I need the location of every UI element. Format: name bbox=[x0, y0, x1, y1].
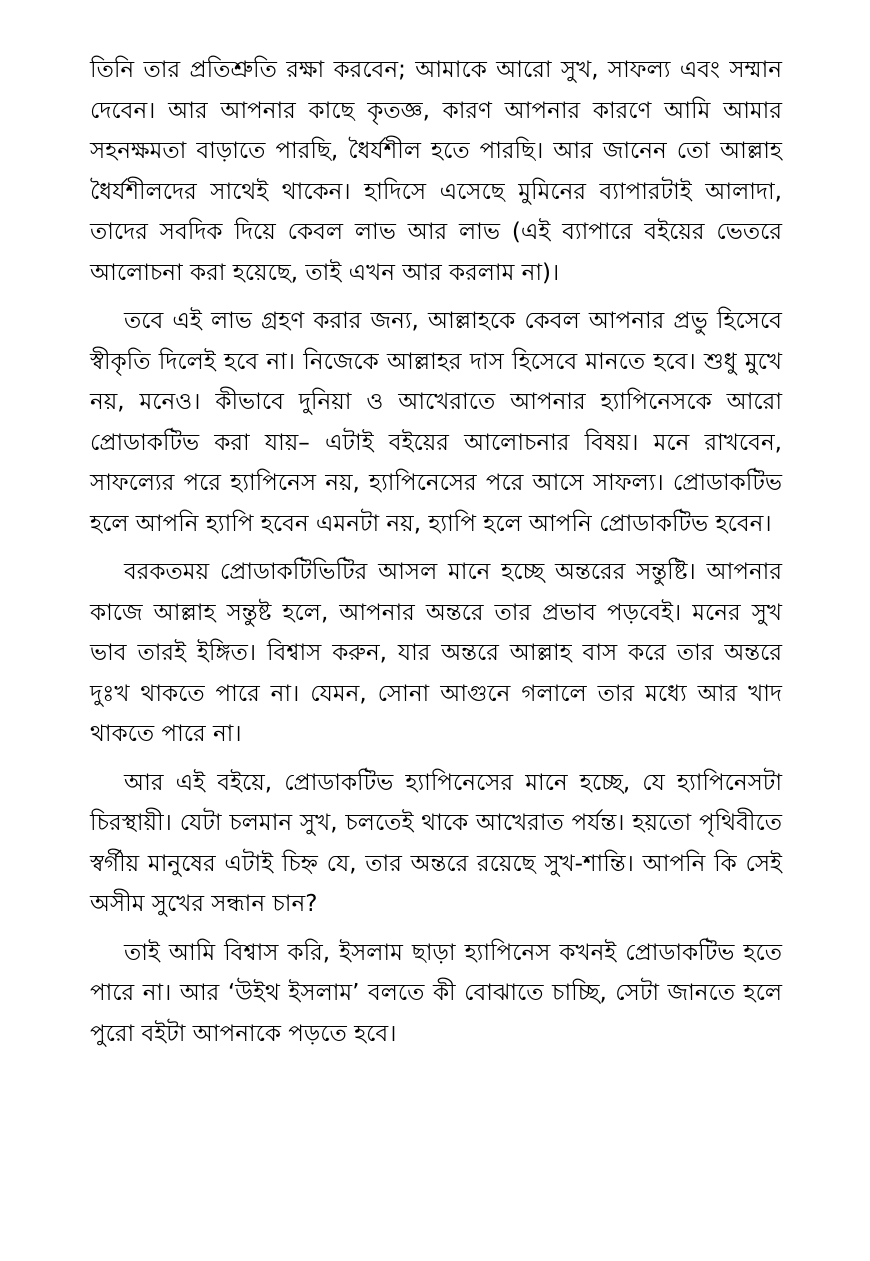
paragraph-1: তিনি তার প্রতিশ্রুতি রক্ষা করবেন; আমাকে আরো সুখ, সাফল্য এবং সম্মান দেবেন। আর আপনার কাছে কৃতজ্ঞ, কারণ আপনার কারণে আমি আমার সহনক্ষমতা বাড়াতে পারছি, ধৈর্যশীল হতে পারছি। আর জানেন তো আল্লাহ ধৈর্যশীলদের সাথেই থাকেন। হাদিসে এসেছে মুমিনের ব্যাপারটাই আলাদা, তাদের সবদিক দিয়ে কেবল লাভ আর লাভ (এই ব্যাপারে বইয়ের ভেতরে আলোচনা করা হয়েছে, তাই এখন আর করলাম না)। bbox=[90, 57, 782, 286]
body-text bbox=[90, 50, 782, 1062]
paragraph-2: তবে এই লাভ গ্রহণ করার জন্য, আল্লাহকে কেবল আপনার প্রভু হিসেবে স্বীকৃতি দিলেই হবে না। নিজেকে আল্লাহর দাস হিসেবে মানতে হবে। শুধু মুখে নয়, মনেও। কীভাবে দুনিয়া ও আখেরাতে আপনার হ্যাপিনেসকে আরো প্রোডাকটিভ করা যায়– এটাই বইয়ের আলোচনার বিষয়। মনে রাখবেন, সাফল্যের পরে হ্যাপিনেস নয়, হ্যাপিনেসের পরে আসে সাফল্য। প্রোডাকটিভ হলে আপনি হ্যাপি হবেন এমনটা নয়, হ্যাপি হলে আপনি প্রোডাকটিভ হবেন। bbox=[90, 308, 782, 537]
paragraph-3: বরকতময় প্রোডাকটিভিটির আসল মানে হচ্ছে অন্তরের সন্তুষ্টি। আপনার কাজে আল্লাহ সন্তুষ্ট হলে, আপনার অন্তরে তার প্রভাব পড়বেই। মনের সুখ ভাব তারই ইঙ্গিত। বিশ্বাস করুন, যার অন্তরে আল্লাহ বাস করে তার অন্তরে দুঃখ থাকতে পারে না। যেমন, সোনা আগুনে গলালে তার মধ্যে আর খাদ থাকতে পারে না। bbox=[90, 559, 782, 747]
paragraph-4: আর এই বইয়ে, প্রোডাকটিভ হ্যাপিনেসের মানে হচ্ছে, যে হ্যাপিনেসটা চিরস্থায়ী। যেটা চলমান সুখ, চলতেই থাকে আখেরাত পর্যন্ত। হয়তো পৃথিবীতে স্বর্গীয় মানুষের এটাই চিহ্ন যে, তার অন্তরে রয়েছে সুখ-শান্তি। আপনি কি সেই অসীম সুখের সন্ধান চান? bbox=[90, 769, 782, 917]
paragraph-5: তাই আমি বিশ্বাস করি, ইসলাম ছাড়া হ্যাপিনেস কখনই প্রোডাকটিভ হতে পারে না। আর ‘উইথ ইসলাম’ বলতে কী বোঝাতে চাচ্ছি, সেটা জানতে হলে পুরো বইটা আপনাকে পড়তে হবে। bbox=[90, 939, 782, 1047]
